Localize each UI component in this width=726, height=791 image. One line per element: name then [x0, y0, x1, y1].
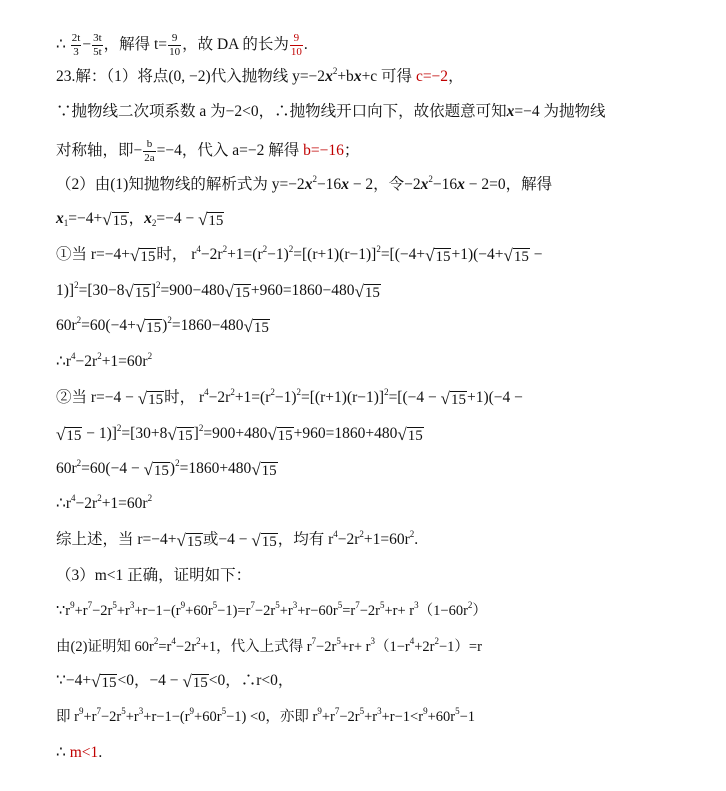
line-21: ∴ m<1.	[56, 744, 103, 761]
line-9: $60r^2=60(-4+√15)^2=1860-480√15$	[56, 315, 269, 336]
line-14: $\therefore r^4-2r^2+1=60r^2$	[56, 493, 153, 512]
sqrt-15: √15	[130, 246, 156, 265]
line-12: $√15 - 1)]^2=[30+8√15]^2=900+480√15+960=1860+480√15$	[56, 423, 423, 444]
line-10: $\therefore r^4-2r^2+1=60r^2$	[56, 351, 153, 370]
sqrt-15: √15	[425, 246, 451, 265]
line-19: ∵−4+√15<0，−4 − √15<0，∴r<0，	[56, 672, 294, 691]
sqrt-15: √15	[397, 425, 423, 444]
sqrt-15: √15	[56, 425, 82, 444]
line-17: $\because r^9+r^7-2r^5+r^3+r-1-(r^9+60r^5-1)=r^7-2r^5+r^3+r-60r^5=r^7-2r^5+r+ r^3(1-60r^2)$	[56, 600, 487, 619]
line-7: ①当 r=−4+√15时， $r^4-2r^2+1=(r^2-1)^2=[(r+1)(r-1)]^2=[(-4+√15+1)(-4+√15$ −	[56, 244, 543, 265]
sqrt-15: √15	[182, 672, 208, 691]
line-4: 对称轴，即− $\frac{b}{2a}$ =−4，代入 a=−2 解得 b=−16；	[56, 138, 360, 164]
line-15: 综上述，当 r=−4+√15或−4 − √15，均有 $r^4-2r^2+1=60r^2$.	[56, 529, 419, 550]
line-2: 23.解：（1）将点(0, −2)代入抛物线 $y=-2x^2+bx+c$ 可得 c=−2，	[56, 66, 464, 85]
line-3: ∵抛物线二次项系数 a 为−2<0，∴抛物线开口向下，故依题意可知x=−4 为抛物线	[56, 103, 606, 120]
fraction: $\frac{b}{2a}$	[144, 138, 155, 164]
line-1: ∴ $\frac{2t}{3}$ − $\frac{3t}{5t}$ ，解得 t= $\frac{9}{10}$ ，故 DA 的长为 $\frac{9}{10}$ .	[56, 32, 308, 58]
line-13: $60r^2=60(-4 - √15)^2=1860+480√15$	[56, 458, 277, 479]
sqrt-15: √15	[135, 317, 162, 336]
line-16: （3）m<1 正确，证明如下：	[56, 567, 252, 584]
fraction: $\frac{9}{10}$	[169, 32, 181, 58]
sqrt-15: √15	[251, 531, 277, 550]
line-20: 即 $r^9+r^7-2r^5+r^3+r-1-(r^9+60r^5-1) <0$，亦即 $r^9+r^7-2r^5+r^3+r-1<r^9+60r^5-1$	[56, 706, 476, 725]
line-5: （2）由(1)知抛物线的解析式为 $y=-2x^2-16x - 2$，令$-2x^2-16x - 2=0$，解得	[56, 174, 553, 193]
sqrt-15: √15	[137, 389, 164, 408]
sqrt-15: √15	[440, 389, 466, 408]
sqrt-15: √15	[251, 460, 277, 479]
sqrt-15: √15	[102, 210, 128, 229]
fraction: $\frac{2t}{3}$	[71, 32, 81, 58]
fraction: $\frac{3t}{5t}$	[93, 32, 102, 58]
sqrt-15: √15	[91, 672, 117, 691]
sqrt-15: √15	[243, 317, 269, 336]
line-6: $x_1=-4+√15$，$x_2=-4 - √15$	[56, 210, 224, 229]
answer-b: b=−16	[303, 142, 344, 160]
sqrt-15: √15	[176, 531, 202, 550]
sqrt-15: √15	[224, 282, 250, 301]
sqrt-15: √15	[503, 246, 529, 265]
conclusion: m<1	[69, 744, 99, 761]
sqrt-15: √15	[354, 282, 380, 301]
line-8: $1)]^2=[30-8√15]^2=900-480√15+960=1860-480√15$	[56, 280, 380, 301]
line-11: ②当 r=−4 − √15时， $r^4-2r^2+1=(r^2-1)^2=[(r+1)(r-1)]^2=[(-4 - √15+1)(-4$ −	[56, 387, 523, 408]
sqrt-15: √15	[267, 425, 293, 444]
sqrt-15: √15	[143, 460, 169, 479]
sqrt-15: √15	[124, 282, 150, 301]
answer-c: c=−2	[415, 68, 449, 85]
line-18: 由(2)证明知 $60r^2=r^4-2r^2+1$，代入上式得 $r^7-2r^5+r+ r^3(1-r^4+2r^2-1)=r$	[56, 636, 482, 655]
sqrt-15: √15	[198, 210, 224, 229]
answer-fraction: $\frac{9}{10}$	[290, 32, 302, 58]
sqrt-15: √15	[167, 425, 193, 444]
